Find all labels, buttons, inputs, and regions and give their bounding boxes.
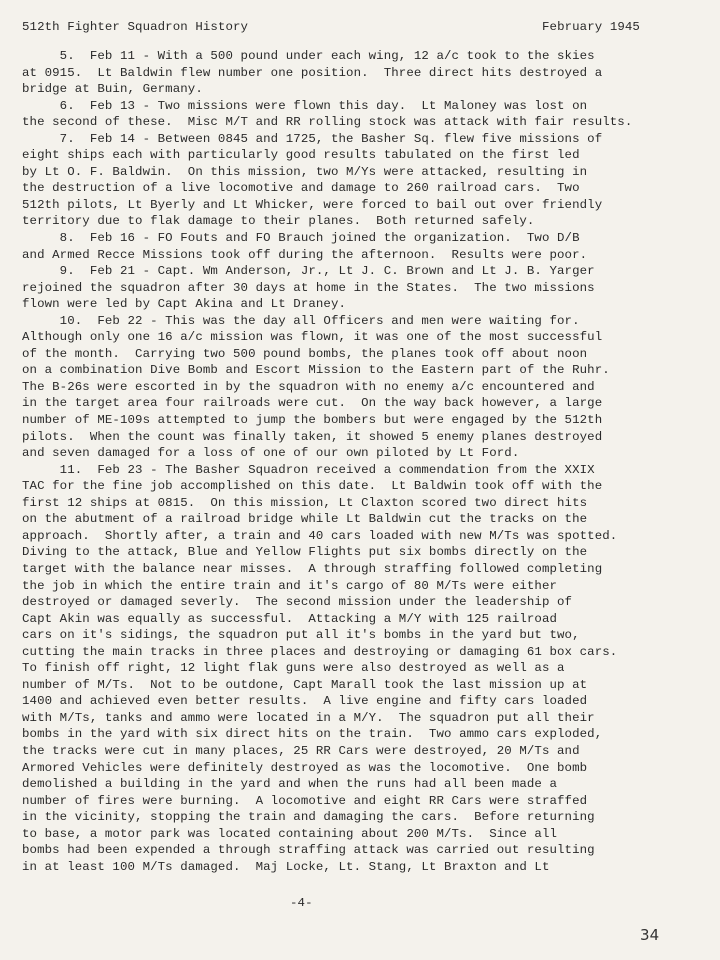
text-line: Diving to the attack, Blue and Yellow Flights put six bombs directly on the bbox=[22, 545, 588, 560]
text-line: bridge at Buin, Germany. bbox=[22, 82, 203, 97]
text-line: The B-26s were escorted in by the squadron with no enemy a/c encountered and bbox=[22, 379, 595, 394]
page-number-marker: -4- bbox=[290, 896, 313, 910]
text-line: To finish off right, 12 light flak guns were also destroyed as well as a bbox=[22, 661, 565, 676]
text-line: 11. Feb 23 - The Basher Squadron received a commendation from the XXIX bbox=[22, 462, 595, 477]
text-line: the destruction of a live locomotive and damage to 260 railroad cars. Two bbox=[22, 181, 580, 196]
text-line: approach. Shortly after, a train and 40 cars loaded with new M/Ts was spotted. bbox=[22, 528, 618, 543]
text-line: number of ME-109s attempted to jump the bombers but were engaged by the 512th bbox=[22, 413, 603, 428]
text-line: 1400 and achieved even better results. A live engine and fifty cars loaded bbox=[22, 694, 588, 709]
text-line: territory due to flak damage to their planes. Both returned safely. bbox=[22, 214, 535, 229]
page-header bbox=[22, 20, 698, 38]
text-line: at 0915. Lt Baldwin flew number one position. Three direct hits destroyed a bbox=[22, 65, 603, 80]
text-line: first 12 ships at 0815. On this mission, Lt Claxton scored two direct hits bbox=[22, 495, 588, 510]
text-line: with M/Ts, tanks and ammo were located in a M/Y. The squadron put all their bbox=[22, 710, 595, 725]
text-line: 9. Feb 21 - Capt. Wm Anderson, Jr., Lt J. C. Brown and Lt J. B. Yarger bbox=[22, 264, 595, 279]
text-line: 7. Feb 14 - Between 0845 and 1725, the Basher Sq. flew five missions of bbox=[22, 131, 603, 146]
text-line: rejoined the squadron after 30 days at home in the States. The two missions bbox=[22, 280, 595, 295]
text-line: 10. Feb 22 - This was the day all Officers and men were waiting for. bbox=[22, 313, 580, 328]
handwritten-page-number: 34 bbox=[640, 926, 660, 944]
text-line: destroyed or damaged severly. The second mission under the leadership of bbox=[22, 595, 573, 610]
text-line: number of fires were burning. A locomotive and eight RR Cars were straffed bbox=[22, 793, 588, 808]
text-line: in the target area four railroads were cut. On the way back however, a large bbox=[22, 396, 603, 411]
text-line: bombs had been expended a through straffing attack was carried out resulting bbox=[22, 843, 595, 858]
body-text bbox=[22, 48, 706, 875]
text-line: cutting the main tracks in three places and destroying or damaging 61 box cars. bbox=[22, 644, 618, 659]
text-line: bombs in the yard with six direct hits on the train. Two ammo cars exploded, bbox=[22, 727, 603, 742]
text-line: 512th pilots, Lt Byerly and Lt Whicker, were forced to bail out over friendly bbox=[22, 197, 603, 212]
text-line: eight ships each with particularly good results tabulated on the first led bbox=[22, 148, 580, 163]
text-line: Although only one 16 a/c mission was flown, it was one of the most successful bbox=[22, 330, 603, 345]
text-line: in at least 100 M/Ts damaged. Maj Locke, Lt. Stang, Lt Braxton and Lt bbox=[22, 859, 550, 874]
text-line: the tracks were cut in many places, 25 RR Cars were destroyed, 20 M/Ts and bbox=[22, 743, 580, 758]
text-line: of the month. Carrying two 500 pound bombs, the planes took off about noon bbox=[22, 346, 588, 361]
text-line: Capt Akin was equally as successful. Attacking a M/Y with 125 railroad bbox=[22, 611, 558, 626]
text-line: target with the balance near misses. A through straffing followed completing bbox=[22, 561, 603, 576]
text-line: and seven damaged for a loss of one of our own piloted by Lt Ford. bbox=[22, 446, 520, 461]
text-line: flown were led by Capt Akina and Lt Draney. bbox=[22, 297, 347, 312]
text-line: number of M/Ts. Not to be outdone, Capt Marall took the last mission up at bbox=[22, 677, 588, 692]
text-line: TAC for the fine job accomplished on this date. Lt Baldwin took off with the bbox=[22, 479, 603, 494]
text-line: pilots. When the count was finally taken, it showed 5 enemy planes destroyed bbox=[22, 429, 603, 444]
text-line: Armored Vehicles were definitely destroyed as was the locomotive. One bomb bbox=[22, 760, 588, 775]
text-line: 6. Feb 13 - Two missions were flown this day. Lt Maloney was lost on bbox=[22, 98, 588, 113]
text-line: by Lt O. F. Baldwin. On this mission, two M/Ys were attacked, resulting in bbox=[22, 164, 588, 179]
text-line: and Armed Recce Missions took off during the afternoon. Results were poor. bbox=[22, 247, 588, 262]
text-line: in the vicinity, stopping the train and damaging the cars. Before returning bbox=[22, 810, 595, 825]
text-line: on a combination Dive Bomb and Escort Mission to the Eastern part of the Ruhr. bbox=[22, 363, 610, 378]
text-line: 8. Feb 16 - FO Fouts and FO Brauch joined the organization. Two D/B bbox=[22, 231, 580, 246]
text-line: cars on it's sidings, the squadron put all it's bombs in the yard but two, bbox=[22, 628, 580, 643]
document-date: February 1945 bbox=[542, 20, 640, 34]
text-line: on the abutment of a railroad bridge while Lt Baldwin cut the tracks on the bbox=[22, 512, 588, 527]
text-line: the second of these. Misc M/T and RR rolling stock was attack with fair results. bbox=[22, 115, 633, 130]
text-line: the job in which the entire train and it's cargo of 80 M/Ts were either bbox=[22, 578, 558, 593]
document-title: 512th Fighter Squadron History bbox=[22, 20, 249, 34]
text-line: demolished a building in the yard and when the runs had all been made a bbox=[22, 777, 558, 792]
text-line: to base, a motor park was located containing about 200 M/Ts. Since all bbox=[22, 826, 558, 841]
text-line: 5. Feb 11 - With a 500 pound under each wing, 12 a/c took to the skies bbox=[22, 49, 595, 63]
